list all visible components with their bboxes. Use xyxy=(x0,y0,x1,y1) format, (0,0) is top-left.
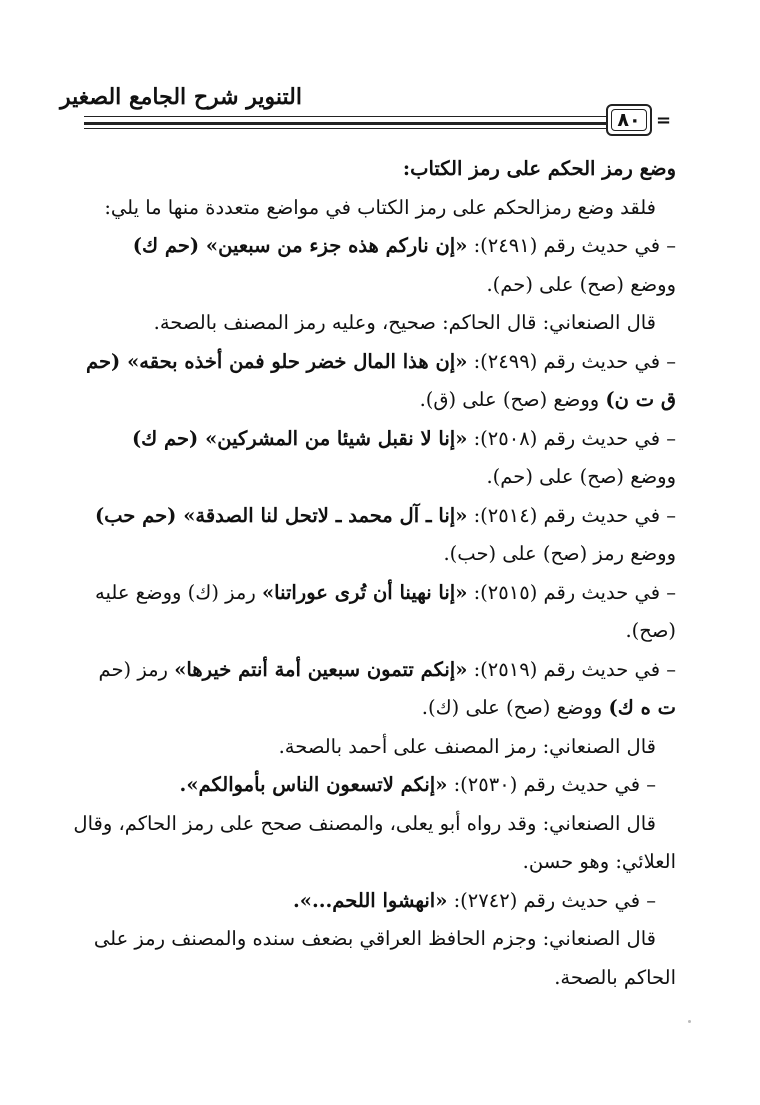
entry-line: (صح). xyxy=(625,619,676,642)
commentary-line: العلائي: وهو حسن. xyxy=(522,850,676,873)
entry-line xyxy=(80,497,676,536)
entry-line xyxy=(80,574,676,613)
hadith-quote: «إن ناركم هذه جزء من سبعين» (حم ك) xyxy=(132,234,468,257)
hadith-quote: «إنا لا نقبل شيئا من المشركين» (حم ك) xyxy=(131,426,468,450)
hadith-quote: «إن هذا المال خضر حلو فمن أخذه بحقه» (حم xyxy=(86,349,468,373)
header-rule xyxy=(84,122,652,125)
hadith-quote: «إنا نهينا أن تُرى عوراتنا» xyxy=(261,580,468,604)
entry-reference: – في حديث رقم (٢٧٤٢): xyxy=(447,888,656,912)
commentary-line: قال الصنعاني: وقد رواه أبو يعلى، والمصنف صحح على رمز الحاكم، وقال xyxy=(73,811,656,835)
entry-line xyxy=(80,227,676,266)
section-heading: وضع رمز الحكم على رمز الكتاب: xyxy=(402,157,676,180)
entry-line xyxy=(80,420,676,459)
entry-note: ووضع (صح) على (ك). xyxy=(421,696,609,719)
entry-note: ووضع (صح) على (ق). xyxy=(419,388,606,411)
page-number: ٨٠ xyxy=(617,109,641,131)
entry-reference: – في حديث رقم (٢٥٣٠): xyxy=(447,773,656,796)
source-codes: ت ه ك) xyxy=(608,696,676,719)
running-header-title: التنوير شرح الجامع الصغير xyxy=(60,84,302,110)
page-number-box xyxy=(606,104,652,136)
hadith-quote: «إنكم تتمون سبعين أمة أنتم خيرها» xyxy=(174,657,468,681)
scan-speck xyxy=(688,1020,691,1023)
entry-reference: – في حديث رقم (٢٤٩٩): xyxy=(467,349,676,373)
entry-line xyxy=(80,343,676,382)
entry-line xyxy=(80,381,676,420)
intro-paragraph: فلقد وضع رمزالحكم على رمز الكتاب في مواضع متعددة منها ما يلي: xyxy=(104,195,656,219)
hadith-quote: «إنا ـ آل محمد ـ لاتحل لنا الصدقة» (حم حب) xyxy=(94,503,468,527)
hadith-quote: «انهشوا اللحم...». xyxy=(292,888,448,912)
entry-reference: – في حديث رقم (٢٥١٤): xyxy=(467,503,676,527)
entry-reference: – في حديث رقم (٢٥١٩): xyxy=(467,657,676,681)
entry-line: ووضع (صح) على (حم). xyxy=(486,272,676,296)
commentary-line: قال الصنعاني: رمز المصنف على أحمد بالصحة. xyxy=(278,734,656,758)
entry-line xyxy=(80,651,676,690)
header-rule xyxy=(84,116,652,117)
commentary-line: الحاكم بالصحة. xyxy=(554,965,676,989)
entry-line xyxy=(80,689,676,728)
header-rule xyxy=(84,128,652,129)
entry-line: ووضع (صح) على (حم). xyxy=(486,465,676,488)
commentary-line: قال الصنعاني: قال الحاكم: صحيح، وعليه رمز المصنف بالصحة. xyxy=(153,311,656,334)
entry-reference: – في حديث رقم (٢٥١٥): xyxy=(467,580,676,604)
page-body xyxy=(73,150,676,997)
commentary-line: قال الصنعاني: وجزم الحافظ العراقي بضعف سنده والمصنف رمز على xyxy=(93,927,656,950)
entry-reference: – في حديث رقم (٢٥٠٨): xyxy=(467,426,676,450)
entry-line xyxy=(80,882,676,921)
entry-line: ووضع رمز (صح) على (حب). xyxy=(443,542,676,565)
entry-reference: – في حديث رقم (٢٤٩١): xyxy=(467,234,676,257)
entry-note: رمز (ك) ووضع عليه xyxy=(95,580,262,604)
entry-line xyxy=(80,766,676,805)
source-codes: ق ت ن) xyxy=(605,388,676,411)
entry-note: رمز (حم xyxy=(98,657,175,681)
hadith-quote: «إنكم لاتسعون الناس بأموالكم». xyxy=(179,773,448,796)
page-number-mark: = xyxy=(656,110,672,131)
